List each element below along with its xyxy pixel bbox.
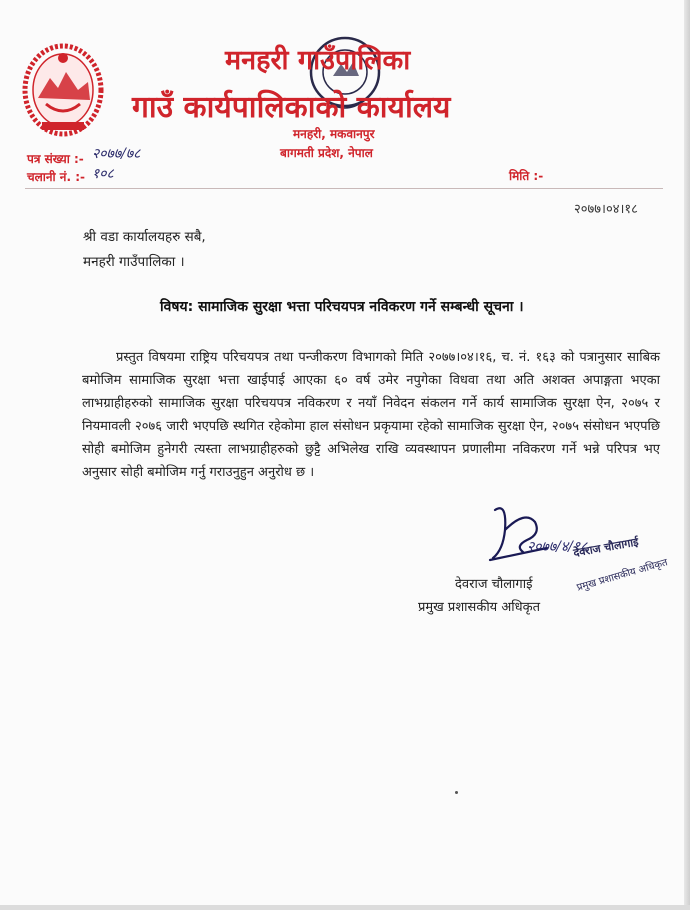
miti-label: मिति :-: [509, 169, 544, 183]
signer-title: प्रमुख प्रशासकीय अधिकृत: [418, 600, 541, 615]
page-bottom-edge: [0, 905, 690, 910]
page-edge: [684, 0, 690, 910]
body-paragraph: प्रस्तुत विषयमा राष्ट्रिय परिचयपत्र तथा पन्जीकरण विभागको मिति २०७७।०४।१६, च. नं. १६३ को पत्रानुसार साबिक बमोजिम सामाजिक सुरक्षा भत्ता खाईपाई आएका ६० वर्ष उमेर नपुगेका विधवा तथा अति अशक्त अपाङ्गता भएका लाभग्राहीहरुको सामाजिक सुरक्षा परिचयपत्र नविकरण र नयाँ निवेदन संकलन गर्ने कार्य सामाजिक सुरक्षा ऐन, २०७५ र नियमावली २०७६ जारी भएपछि स्थगित रहेकोमा हाल संसोधन प्रकृयामा रहेको सामाजिक सुरक्षा ऐन, २०७५ संसोधन भएपछि सोही बमोजिम हुनेगरी त्यस्ता लाभग्राहीहरुको छुट्टै अभिलेख राखि व्यवस्थापन प्रणालीमा नविकरण गर्ने भन्ने परिपत्र भए अनुसार सोही बमोजिम गर्नु गराउनुहुन अनुरोध छ ।: [82, 350, 660, 480]
signature-date: २०७७/४/१८: [527, 539, 588, 555]
address-line-1: मनहरी, मकवानपुर: [293, 127, 375, 141]
chalani-value: १०८: [92, 166, 114, 182]
office-name: गाउँ कार्यपालिकाको कार्यालय: [132, 90, 451, 125]
nepal-emblem-icon: [20, 38, 106, 138]
stamp-name: देवराज चौलागाई: [572, 535, 640, 560]
subject-line: विषय: सामाजिक सुरक्षा भत्ता परिचयपत्र नविकरण गर्ने सम्बन्धी सूचना ।: [160, 299, 524, 315]
paper-speck: [455, 791, 458, 794]
letter-date: २०७७।०४।१८: [574, 202, 638, 217]
patra-sankhya-label: पत्र संख्या :-: [27, 152, 84, 166]
signature-icon: [485, 500, 555, 570]
municipality-name: मनहरी गाउँपालिका: [225, 45, 411, 76]
address-line-2: बागमती प्रदेश, नेपाल: [280, 146, 373, 160]
chalani-label: चलानी नं. :-: [27, 170, 85, 184]
patra-sankhya-value: २०७७/७८: [92, 146, 141, 162]
recipient-line-1: श्री वडा कार्यालयहरु सबै,: [83, 229, 206, 245]
stamp-title: प्रमुख प्रशासकीय अधिकृत: [575, 557, 670, 594]
signer-name: देवराज चौलागाई: [455, 577, 533, 592]
recipient-line-2: मनहरी गाउँपालिका ।: [83, 254, 185, 270]
header-divider: [25, 188, 663, 189]
